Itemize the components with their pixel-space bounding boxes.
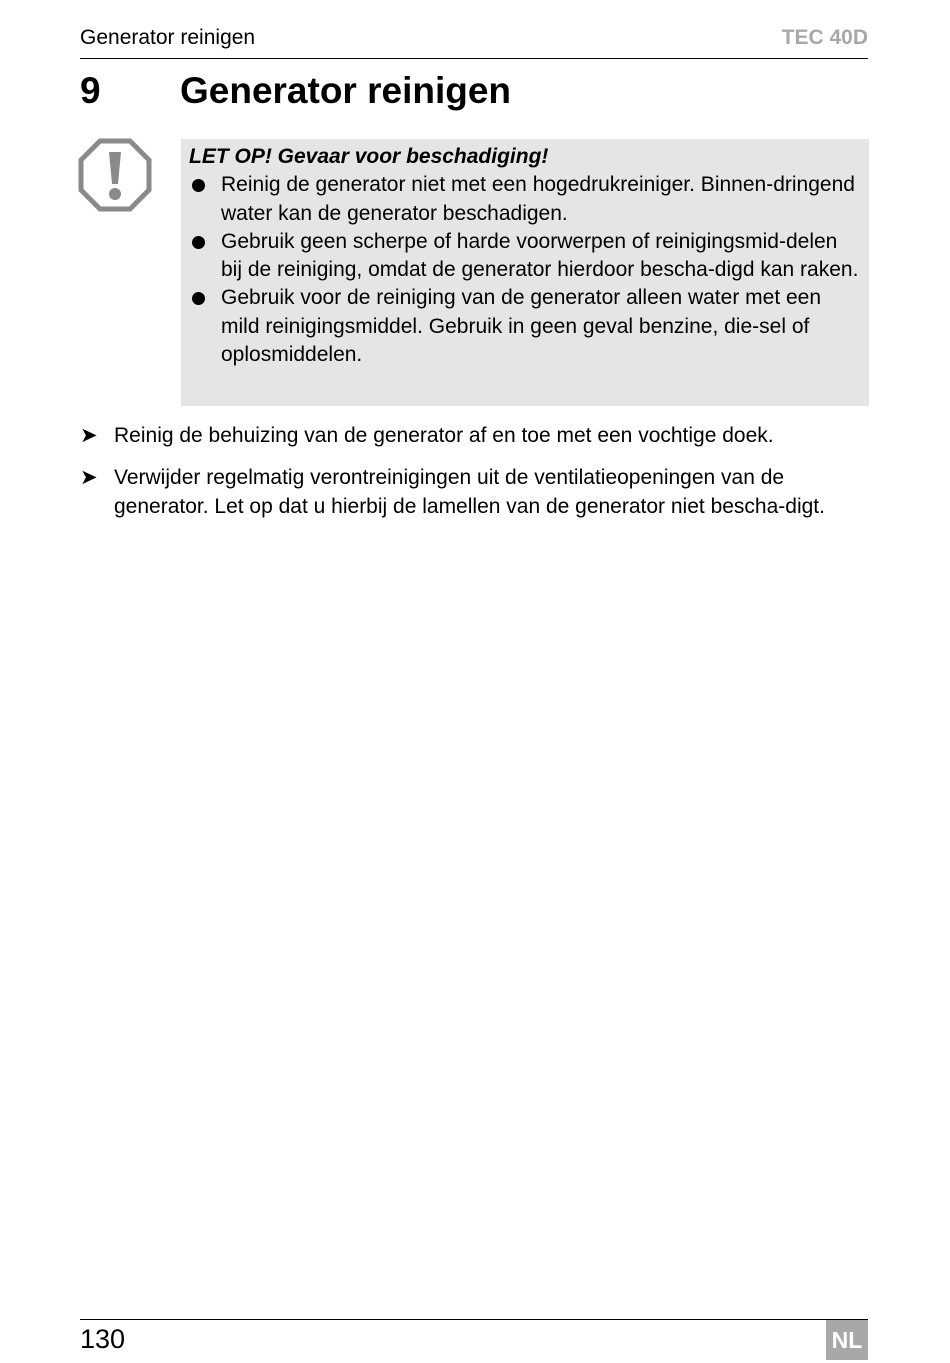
bullet-icon: [192, 292, 205, 305]
running-footer: [80, 1319, 868, 1363]
notice-item-text: Reinig de generator niet met een hogedrukreiniger. Binnen-dringend water kan de generator beschadigen.: [221, 173, 855, 225]
bullet-icon: [192, 236, 205, 249]
instruction-step-text: Verwijder regelmatig verontreinigingen uit de ventilatieopeningen van de generator. Let op dat u hierbij de lamellen van de generator niet bescha-digt.: [114, 466, 825, 518]
caution-notice: [181, 139, 869, 406]
language-badge: NL: [826, 1320, 868, 1360]
header-product-name: TEC 40D: [781, 26, 868, 49]
instruction-step-text: Reinig de behuizing van de generator af en toe met een vochtige doek.: [114, 424, 774, 447]
header-section-title: Generator reinigen: [80, 26, 256, 49]
arrow-right-icon: ➤: [80, 466, 98, 490]
chapter-number: 9: [80, 70, 101, 111]
instruction-step: [80, 464, 870, 521]
notice-item-text: Gebruik voor de reiniging van de generator alleen water met een mild reinigingsmiddel. Gebruik in geen geval benzine, die-sel of oplosmiddelen.: [221, 286, 822, 367]
notice-list: [189, 171, 861, 369]
bullet-icon: [192, 179, 205, 192]
warning-octagon-icon: [78, 138, 152, 212]
arrow-right-icon: ➤: [80, 424, 98, 447]
instruction-steps: [80, 422, 870, 535]
notice-heading: LET OP! Gevaar voor beschadiging!: [189, 145, 549, 168]
running-header: [80, 24, 868, 59]
instruction-step: [80, 422, 870, 450]
notice-item: [189, 284, 861, 369]
notice-item-text: Gebruik geen scherpe of harde voorwerpen of reinigingsmid-delen bij de reiniging, omdat de generator hierdoor bescha-digd kan raken.: [221, 229, 859, 282]
notice-item: [189, 228, 861, 285]
chapter-title: Generator reinigen: [180, 70, 512, 111]
notice-item: [189, 171, 861, 228]
page-number: 130: [80, 1324, 126, 1354]
